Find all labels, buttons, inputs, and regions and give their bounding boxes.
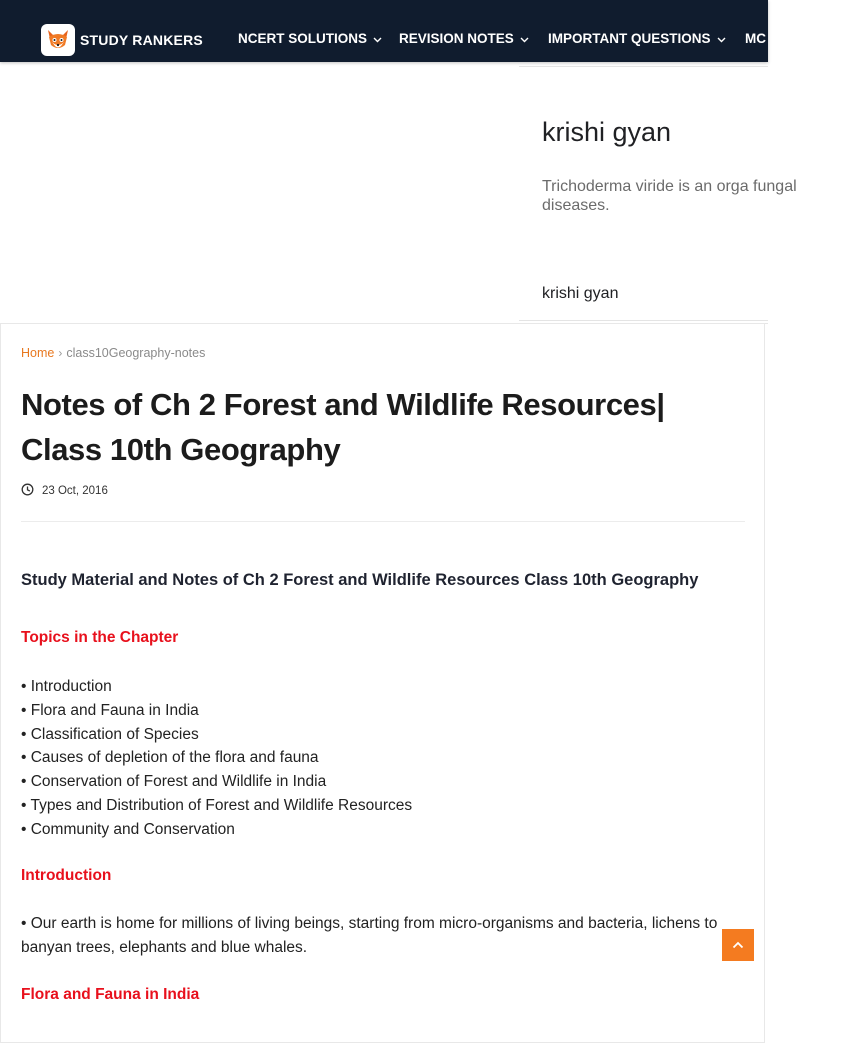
nav-label: REVISION NOTES [399, 31, 514, 46]
top-navbar [0, 0, 768, 62]
breadcrumb [21, 346, 205, 360]
ad-banner [0, 62, 797, 324]
page-title: Notes of Ch 2 Forest and Wildlife Resources| Class 10th Geography [21, 387, 665, 467]
back-to-top-button[interactable] [722, 929, 754, 961]
list-item: • Flora and Fauna in India [21, 701, 199, 719]
list-item: • Causes of depletion of the flora and fauna [21, 749, 319, 767]
nav-label: NCERT SOLUTIONS [238, 31, 368, 46]
chevron-up-icon [732, 936, 744, 954]
brand-name: STUDY RANKERS [80, 32, 203, 48]
nav-label: MC [745, 31, 766, 46]
fox-logo-icon [41, 24, 75, 56]
nav-label: IMPORTANT QUESTIONS [548, 31, 711, 46]
article-card [0, 323, 765, 1043]
brand-logo-link[interactable] [41, 24, 203, 56]
introduction-paragraph: • Our earth is home for millions of living beings, starting from micro-organisms and bacteria, lichens to banyan trees, elephants and blue whales. [21, 915, 718, 956]
chevron-down-icon [373, 31, 382, 46]
post-date-text: 23 Oct, 2016 [42, 485, 108, 497]
list-item: • Types and Distribution of Forest and Wildlife Resources [21, 796, 413, 814]
list-item: • Classification of Species [21, 725, 199, 743]
flora-fauna-heading: Flora and Fauna in India [21, 986, 200, 1003]
ad-sponsor[interactable]: krishi gyan [542, 285, 619, 302]
list-item: • Conservation of Forest and Wildlife in India [21, 773, 327, 791]
article-subheading: Study Material and Notes of Ch 2 Forest and Wildlife Resources Class 10th Geography [21, 571, 699, 589]
chevron-down-icon [717, 31, 726, 46]
ad-body-text: Trichoderma viride is an orga fungal diseases. [542, 178, 797, 214]
nav-important-questions[interactable] [548, 31, 726, 46]
chevron-down-icon [520, 31, 529, 46]
nav-mcq[interactable] [745, 31, 766, 46]
breadcrumb-separator: › [58, 346, 63, 360]
nav-ncert-solutions[interactable] [238, 31, 382, 46]
divider [21, 521, 745, 522]
post-date [21, 483, 108, 499]
breadcrumb-home-link[interactable]: Home [21, 346, 55, 360]
nav-revision-notes[interactable] [399, 31, 529, 46]
clock-icon [21, 483, 34, 499]
topics-list [21, 675, 412, 842]
ad-title[interactable]: krishi gyan [542, 117, 672, 147]
ad-card[interactable] [519, 66, 797, 321]
breadcrumb-category-link[interactable]: class10Geography-notes [66, 346, 206, 360]
list-item: • Introduction [21, 678, 112, 695]
topics-heading: Topics in the Chapter [21, 629, 179, 646]
list-item: • Community and Conservation [21, 820, 235, 838]
introduction-heading: Introduction [21, 867, 112, 884]
